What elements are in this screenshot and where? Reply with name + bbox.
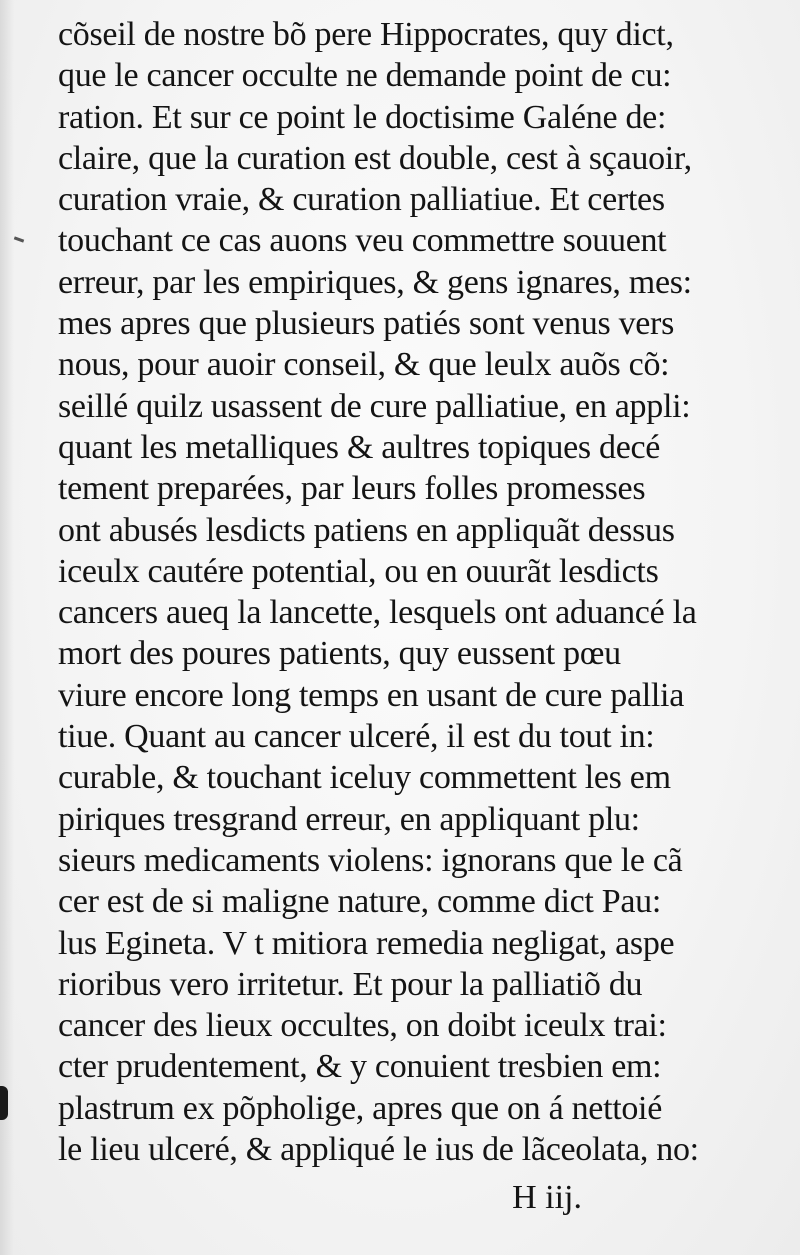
text-line: erreur, par les empiriques, & gens ignares, mes: <box>58 263 692 301</box>
text-line: cancers aueq la lancette, lesquels ont aduancé la <box>58 594 697 632</box>
text-line: plastrum ex põpholige, apres que on á nettoié <box>58 1089 662 1127</box>
page-spine-shadow <box>0 0 14 1255</box>
text-line: sieurs medicaments violens: ignorans que le cã <box>58 841 683 879</box>
text-line: curable, & touchant iceluy commettent les em <box>58 759 671 797</box>
text-line: nous, pour auoir conseil, & que leulx auõs cõ: <box>58 346 670 384</box>
margin-mark <box>14 236 24 242</box>
text-line: claire, que la curation est double, cest à sçauoir, <box>58 139 692 177</box>
text-line: ont abusés lesdicts patiens en appliquãt dessus <box>58 511 675 549</box>
text-line: piriques tresgrand erreur, en appliquant plu: <box>58 800 640 838</box>
text-line: quant les metalliques & aultres topiques decé <box>58 428 661 466</box>
text-line: que le cancer occulte ne demande point de cu: <box>58 57 672 95</box>
edge-ink-blot <box>0 1086 8 1120</box>
text-line: seillé quilz usassent de cure palliatiue, en appli: <box>58 387 691 425</box>
text-line: lus Egineta. V t mitiora remedia negligat, aspe <box>58 924 675 962</box>
text-line: viure encore long temps en usant de cure pallia <box>58 676 684 714</box>
text-line: ration. Et sur ce point le doctisime Galéne de: <box>58 98 667 136</box>
text-line: tiue. Quant au cancer ulceré, il est du tout in: <box>58 718 655 756</box>
text-line: mes apres que plusieurs patiés sont venus vers <box>58 305 675 343</box>
text-line: iceulx cautére potential, ou en ouurãt lesdicts <box>58 552 659 590</box>
body-text <box>58 14 758 1170</box>
text-line: rioribus vero irritetur. Et pour la palliatiõ du <box>58 965 643 1003</box>
text-line: mort des poures patients, quy eussent pœu <box>58 635 621 673</box>
text-line: le lieu ulceré, & appliqué le ius de lãceolata, no: <box>58 1131 699 1169</box>
text-line: cancer des lieux occultes, on doibt iceulx trai: <box>58 1007 667 1045</box>
signature-mark: H iij. <box>512 1179 582 1216</box>
text-line: cter prudentement, & y conuient tresbien em: <box>58 1048 662 1086</box>
text-line: cer est de si maligne nature, comme dict Pau: <box>58 883 662 921</box>
text-line: curation vraie, & curation palliatiue. Et certes <box>58 181 665 219</box>
text-line: cõseil de nostre bõ pere Hippocrates, quy dict, <box>58 16 674 53</box>
text-line: touchant ce cas auons veu commettre souuent <box>58 222 667 260</box>
text-line: tement preparées, par leurs folles promesses <box>58 470 646 508</box>
